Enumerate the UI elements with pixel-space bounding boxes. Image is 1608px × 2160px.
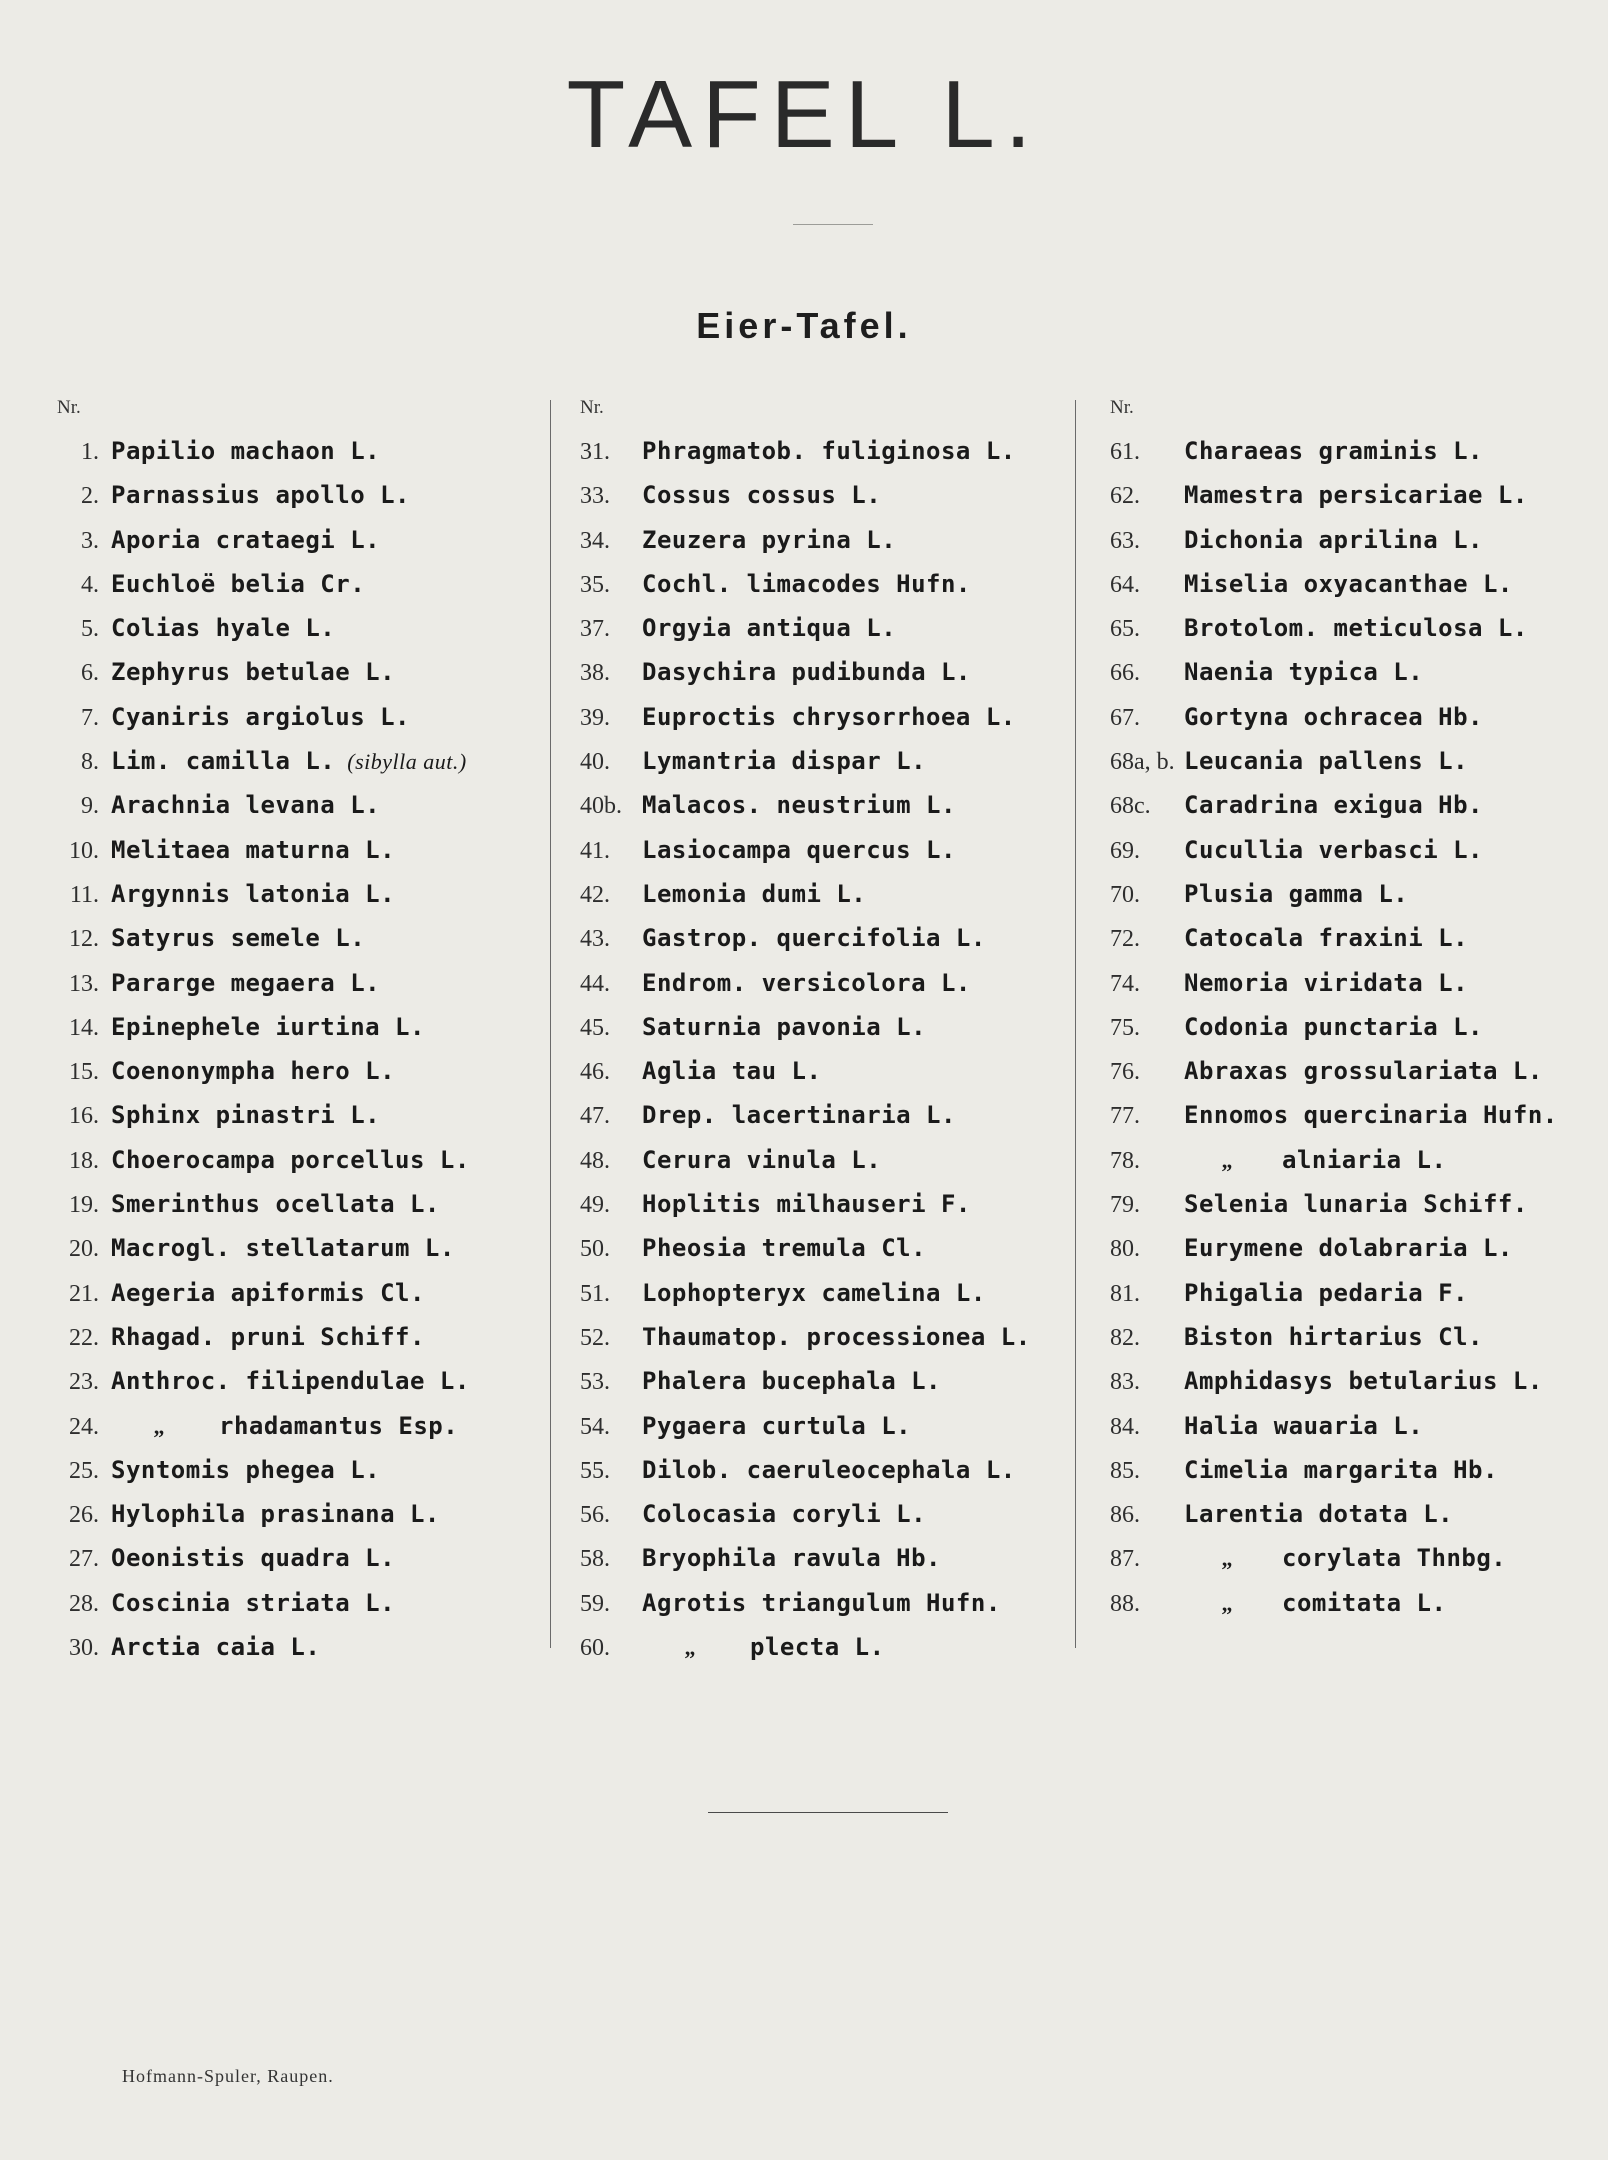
species-name: Sphinx pinastri L. <box>111 1101 381 1130</box>
list-item <box>1110 1404 1580 1448</box>
list-item <box>580 961 1080 1005</box>
entry-number: 64. <box>1110 571 1140 598</box>
entry-number: 43. <box>580 926 610 953</box>
entry-number: 5. <box>81 616 99 643</box>
species-name: alniaria L. <box>1282 1145 1447 1174</box>
list-item <box>1110 1182 1580 1226</box>
species-name: Lim. camilla L. <box>111 747 336 776</box>
list-item <box>580 1492 1080 1536</box>
entry-number: 19. <box>69 1192 99 1219</box>
species-name: Zephyrus betulae L. <box>111 658 396 687</box>
species-name: Pheosia tremula Cl. <box>642 1234 927 1263</box>
list-item <box>1110 1315 1580 1359</box>
species-name: Dasychira pudibunda L. <box>642 658 971 687</box>
species-name: Cimelia margarita Hb. <box>1184 1455 1498 1484</box>
ditto-mark: „ <box>1221 1147 1233 1173</box>
species-name: Abraxas grossulariata L. <box>1184 1057 1543 1086</box>
entry-number: 1. <box>81 439 99 465</box>
column-header-nr: Nr. <box>580 397 604 418</box>
species-name: Pygaera curtula L. <box>642 1411 912 1440</box>
list-item <box>55 1271 545 1315</box>
entry-number: 74. <box>1110 970 1140 997</box>
entry-number: 27. <box>69 1546 99 1573</box>
list-item <box>580 1625 1080 1669</box>
species-name: Phigalia pedaria F. <box>1184 1278 1469 1307</box>
entry-number: 28. <box>69 1590 99 1617</box>
column-divider-1 <box>550 400 551 1648</box>
species-name: Hoplitis milhauseri F. <box>642 1190 971 1219</box>
list-item <box>55 828 545 872</box>
species-name: Dichonia aprilina L. <box>1184 525 1483 554</box>
list-item <box>580 1581 1080 1625</box>
entry-number: 68c. <box>1110 793 1151 820</box>
list-item <box>1110 1049 1580 1093</box>
list-item <box>55 1138 545 1182</box>
entry-number: 84. <box>1110 1413 1140 1440</box>
species-name: Malacos. neustrium L. <box>642 791 956 820</box>
species-name: Orgyia antiqua L. <box>642 614 897 643</box>
entry-number: 56. <box>580 1502 610 1529</box>
entry-number: 76. <box>1110 1059 1140 1086</box>
column-header-nr: Nr. <box>57 397 81 418</box>
plate-subtitle: Eier-Tafel. <box>696 305 912 346</box>
entry-number: 88. <box>1110 1590 1140 1617</box>
species-name: Smerinthus ocellata L. <box>111 1190 440 1219</box>
entry-number: 81. <box>1110 1280 1140 1307</box>
entry-number: 66. <box>1110 660 1140 687</box>
species-name: Syntomis phegea L. <box>111 1455 381 1484</box>
species-name: Lophopteryx camelina L. <box>642 1278 986 1307</box>
entry-number: 67. <box>1110 704 1140 731</box>
entry-number: 86. <box>1110 1502 1140 1529</box>
entry-number: 11. <box>69 881 99 908</box>
list-item <box>55 1226 545 1270</box>
list-item <box>1110 1271 1580 1315</box>
list-item <box>580 1093 1080 1137</box>
species-name: Selenia lunaria Schiff. <box>1184 1190 1528 1219</box>
ditto-mark: „ <box>1221 1590 1233 1616</box>
list-item <box>1110 1448 1580 1492</box>
species-name: Lymantria dispar L. <box>642 747 927 776</box>
entry-number: 6. <box>81 660 99 687</box>
species-name: Euchloë belia Cr. <box>111 569 366 598</box>
list-item <box>55 473 545 517</box>
list-item <box>580 1315 1080 1359</box>
species-name: Codonia punctaria L. <box>1184 1012 1483 1041</box>
bottom-divider <box>708 1812 948 1813</box>
list-item <box>1110 783 1580 827</box>
entry-number: 55. <box>580 1457 610 1484</box>
entry-number: 42. <box>580 881 610 908</box>
list-item <box>580 1226 1080 1270</box>
species-name: Melitaea maturna L. <box>111 835 396 864</box>
entry-number: 75. <box>1110 1014 1140 1041</box>
list-item <box>1110 828 1580 872</box>
list-item <box>55 1625 545 1669</box>
list-item <box>580 916 1080 960</box>
species-name: Hylophila prasinana L. <box>111 1500 440 1529</box>
entry-number: 15. <box>69 1059 99 1086</box>
list-item <box>580 1271 1080 1315</box>
species-name: Miselia oxyacanthae L. <box>1184 569 1513 598</box>
list-item <box>1110 1536 1580 1580</box>
entry-number: 22. <box>69 1324 99 1351</box>
list-item <box>55 1536 545 1580</box>
entry-number: 10. <box>69 837 99 864</box>
species-name: comitata L. <box>1282 1588 1447 1617</box>
species-name: Epinephele iurtina L. <box>111 1012 425 1041</box>
entry-number: 41. <box>580 837 610 864</box>
list-item <box>55 695 545 739</box>
list-item <box>580 1404 1080 1448</box>
species-column-3 <box>1110 395 1580 1625</box>
entry-number: 69. <box>1110 837 1140 864</box>
list-item <box>580 1448 1080 1492</box>
list-item <box>1110 1093 1580 1137</box>
entry-number: 80. <box>1110 1236 1140 1263</box>
ditto-mark: „ <box>1221 1546 1233 1572</box>
species-name: Endrom. versicolora L. <box>642 968 971 997</box>
species-name: Gastrop. quercifolia L. <box>642 924 986 953</box>
publisher-footer: Hofmann-Spuler, Raupen. <box>122 2066 334 2086</box>
species-name: Brotolom. meticulosa L. <box>1184 614 1528 643</box>
entry-number: 62. <box>1110 483 1140 510</box>
list-item <box>55 1404 545 1448</box>
entry-number: 77. <box>1110 1103 1140 1130</box>
species-name: Arachnia levana L. <box>111 791 381 820</box>
species-name: Colocasia coryli L. <box>642 1500 927 1529</box>
species-name: Dilob. caeruleocephala L. <box>642 1455 1016 1484</box>
species-name: Pararge megaera L. <box>111 968 381 997</box>
species-name: Mamestra persicariae L. <box>1184 481 1528 510</box>
entry-number: 31. <box>580 439 610 465</box>
list-item <box>1110 562 1580 606</box>
list-item <box>55 783 545 827</box>
species-name: Anthroc. filipendulae L. <box>111 1367 470 1396</box>
entry-number: 47. <box>580 1103 610 1130</box>
list-item <box>55 739 545 783</box>
entry-number: 9. <box>81 793 99 820</box>
list-item <box>1110 739 1580 783</box>
species-name: Coenonympha hero L. <box>111 1057 396 1086</box>
list-item <box>1110 1492 1580 1536</box>
species-name: Macrogl. stellatarum L. <box>111 1234 455 1263</box>
entry-number: 87. <box>1110 1546 1140 1573</box>
list-item <box>580 1138 1080 1182</box>
species-name: Arctia caia L. <box>111 1633 321 1662</box>
species-name: Halia wauaria L. <box>1184 1411 1424 1440</box>
list-item <box>1110 961 1580 1005</box>
entry-number: 72. <box>1110 926 1140 953</box>
species-name: Caradrina exigua Hb. <box>1184 791 1483 820</box>
list-item <box>55 1182 545 1226</box>
species-name: Lemonia dumi L. <box>642 879 867 908</box>
list-item <box>580 518 1080 562</box>
entry-number: 12. <box>69 926 99 953</box>
species-name: Phragmatob. fuliginosa L. <box>642 437 1016 465</box>
species-name: Coscinia striata L. <box>111 1588 396 1617</box>
list-item <box>1110 606 1580 650</box>
entry-number: 82. <box>1110 1324 1140 1351</box>
entry-number: 18. <box>69 1147 99 1174</box>
entry-number: 68a, b. <box>1110 749 1175 776</box>
entry-number: 23. <box>69 1369 99 1396</box>
species-name: Catocala fraxini L. <box>1184 924 1469 953</box>
species-name: Aporia crataegi L. <box>111 525 381 554</box>
list-item <box>580 473 1080 517</box>
entry-number: 48. <box>580 1147 610 1174</box>
list-item <box>55 1093 545 1137</box>
entry-number: 79. <box>1110 1192 1140 1219</box>
entry-number: 59. <box>580 1590 610 1617</box>
entry-number: 14. <box>69 1014 99 1041</box>
entry-number: 61. <box>1110 439 1140 465</box>
entry-number: 7. <box>81 704 99 731</box>
list-item <box>1110 650 1580 694</box>
species-name: Satyrus semele L. <box>111 924 366 953</box>
species-name: Cucullia verbasci L. <box>1184 835 1483 864</box>
list-item <box>580 783 1080 827</box>
list-item <box>580 1182 1080 1226</box>
list-item <box>1110 695 1580 739</box>
entry-number: 26. <box>69 1502 99 1529</box>
list-item <box>1110 1226 1580 1270</box>
list-item <box>55 1448 545 1492</box>
list-item <box>1110 429 1580 473</box>
species-name: Zeuzera pyrina L. <box>642 525 897 554</box>
list-item <box>55 872 545 916</box>
ditto-mark: „ <box>153 1413 165 1439</box>
species-name: Nemoria viridata L. <box>1184 968 1469 997</box>
entry-number: 58. <box>580 1546 610 1573</box>
species-name: Colias hyale L. <box>111 614 336 643</box>
list-item <box>55 1315 545 1359</box>
entry-number: 39. <box>580 704 610 731</box>
entry-number: 16. <box>69 1103 99 1130</box>
list-item <box>55 916 545 960</box>
species-name: Argynnis latonia L. <box>111 879 396 908</box>
list-item <box>55 650 545 694</box>
entry-number: 46. <box>580 1059 610 1086</box>
species-name: Amphidasys betularius L. <box>1184 1367 1543 1396</box>
entry-number: 49. <box>580 1192 610 1219</box>
species-name: Cyaniris argiolus L. <box>111 702 410 731</box>
title-divider <box>793 224 873 225</box>
list-item <box>55 1492 545 1536</box>
species-name: Ennomos quercinaria Hufn. <box>1184 1101 1558 1130</box>
list-item <box>1110 1581 1580 1625</box>
entry-number: 85. <box>1110 1457 1140 1484</box>
entry-number: 2. <box>81 483 99 510</box>
entry-number: 51. <box>580 1280 610 1307</box>
entry-number: 33. <box>580 483 610 510</box>
list-item <box>1110 473 1580 517</box>
entry-number: 24. <box>69 1413 99 1440</box>
entry-number: 83. <box>1110 1369 1140 1396</box>
list-item <box>580 1359 1080 1403</box>
entry-number: 35. <box>580 571 610 598</box>
entry-number: 40b. <box>580 793 622 820</box>
species-name: Aegeria apiformis Cl. <box>111 1278 425 1307</box>
entry-number: 38. <box>580 660 610 687</box>
entry-number: 78. <box>1110 1147 1140 1174</box>
species-name: Rhagad. pruni Schiff. <box>111 1322 425 1351</box>
species-note: (sibylla aut.) <box>347 749 467 775</box>
entry-number: 65. <box>1110 616 1140 643</box>
species-name: Saturnia pavonia L. <box>642 1012 927 1041</box>
list-item <box>55 961 545 1005</box>
species-name: Lasiocampa quercus L. <box>642 835 956 864</box>
species-column-2 <box>580 395 1080 1669</box>
species-name: Aglia tau L. <box>642 1057 822 1086</box>
list-item <box>55 1581 545 1625</box>
entry-number: 20. <box>69 1236 99 1263</box>
species-name: rhadamantus Esp. <box>219 1411 459 1440</box>
entry-number: 37. <box>580 616 610 643</box>
entry-number: 45. <box>580 1014 610 1041</box>
list-item <box>55 1005 545 1049</box>
entry-number: 60. <box>580 1635 610 1662</box>
species-name: Agrotis triangulum Hufn. <box>642 1588 1001 1617</box>
list-item <box>1110 1138 1580 1182</box>
species-name: Cossus cossus L. <box>642 481 882 510</box>
list-item <box>580 1049 1080 1093</box>
list-item <box>55 1359 545 1403</box>
species-name: Euproctis chrysorrhoea L. <box>642 702 1016 731</box>
list-item <box>580 695 1080 739</box>
species-name: Cerura vinula L. <box>642 1145 882 1174</box>
entry-number: 54. <box>580 1413 610 1440</box>
list-item <box>1110 1005 1580 1049</box>
list-item <box>55 429 545 473</box>
entry-number: 8. <box>81 749 99 776</box>
plate-title: TAFEL L. <box>566 61 1042 168</box>
list-item <box>580 1536 1080 1580</box>
entry-number: 25. <box>69 1457 99 1484</box>
species-name: plecta L. <box>750 1633 885 1662</box>
list-item <box>1110 518 1580 562</box>
species-name: Papilio machaon L. <box>111 437 381 465</box>
entry-number: 30. <box>69 1635 99 1662</box>
species-column-1 <box>55 395 545 1669</box>
list-item <box>580 429 1080 473</box>
species-name: Choerocampa porcellus L. <box>111 1145 470 1174</box>
list-item <box>55 562 545 606</box>
column-header-nr: Nr. <box>1110 397 1134 418</box>
species-name: Thaumatop. processionea L. <box>642 1322 1031 1351</box>
list-item <box>580 739 1080 783</box>
list-item <box>580 828 1080 872</box>
entry-number: 21. <box>69 1280 99 1307</box>
species-name: Cochl. limacodes Hufn. <box>642 569 971 598</box>
list-item <box>55 1049 545 1093</box>
species-name: Bryophila ravula Hb. <box>642 1544 941 1573</box>
species-name: Phalera bucephala L. <box>642 1367 941 1396</box>
list-item <box>55 606 545 650</box>
ditto-mark: „ <box>684 1635 696 1661</box>
species-name: Leucania pallens L. <box>1184 747 1469 776</box>
list-item <box>580 606 1080 650</box>
list-item <box>1110 916 1580 960</box>
entry-number: 44. <box>580 970 610 997</box>
species-name: Larentia dotata L. <box>1184 1500 1454 1529</box>
species-name: Plusia gamma L. <box>1184 879 1409 908</box>
list-item <box>1110 1359 1580 1403</box>
list-item <box>580 1005 1080 1049</box>
entry-number: 63. <box>1110 527 1140 554</box>
species-name: Eurymene dolabraria L. <box>1184 1234 1513 1263</box>
entry-number: 50. <box>580 1236 610 1263</box>
list-item <box>580 872 1080 916</box>
species-name: Drep. lacertinaria L. <box>642 1101 956 1130</box>
list-item <box>580 562 1080 606</box>
species-name: Naenia typica L. <box>1184 658 1424 687</box>
species-name: Biston hirtarius Cl. <box>1184 1322 1483 1351</box>
list-item <box>1110 872 1580 916</box>
species-name: corylata Thnbg. <box>1282 1544 1507 1573</box>
list-item <box>580 650 1080 694</box>
entry-number: 13. <box>69 970 99 997</box>
entry-number: 40. <box>580 749 610 776</box>
list-item <box>55 518 545 562</box>
entry-number: 3. <box>81 527 99 554</box>
entry-number: 53. <box>580 1369 610 1396</box>
entry-number: 34. <box>580 527 610 554</box>
species-name: Oeonistis quadra L. <box>111 1544 396 1573</box>
entry-number: 52. <box>580 1324 610 1351</box>
species-name: Parnassius apollo L. <box>111 481 410 510</box>
entry-number: 70. <box>1110 881 1140 908</box>
entry-number: 4. <box>81 571 99 598</box>
species-name: Gortyna ochracea Hb. <box>1184 702 1483 731</box>
species-name: Charaeas graminis L. <box>1184 437 1483 465</box>
